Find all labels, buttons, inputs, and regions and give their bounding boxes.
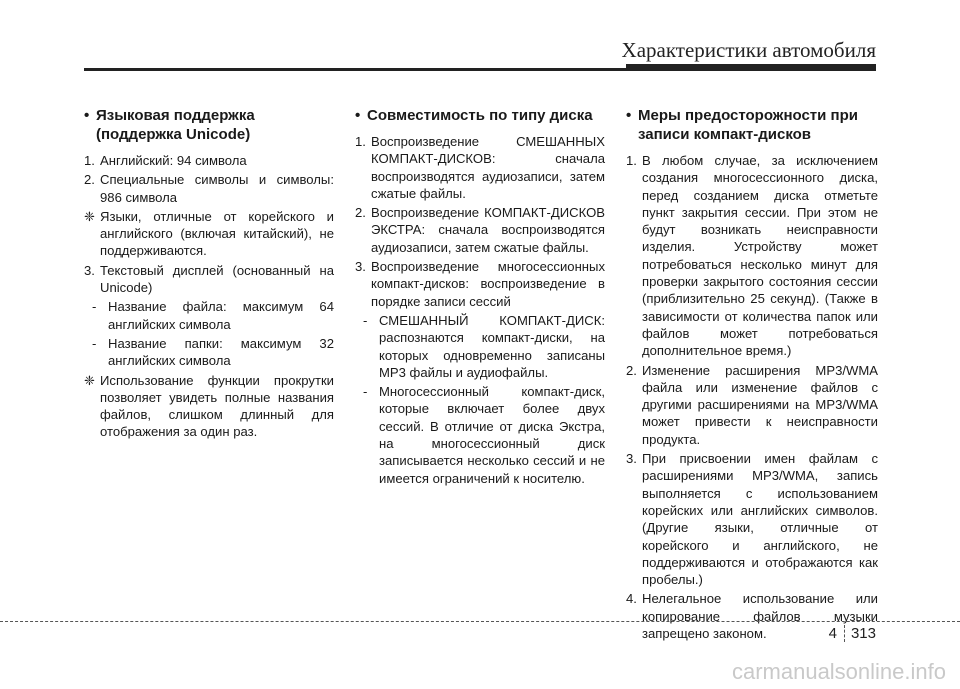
item-marker: 3. [355,259,366,275]
note-item [84,372,334,441]
item-marker: 2. [626,362,637,378]
item-text: В любом случае, за исключением создания многосессионного диска, перед созданием диска отметьте пункт закрытия сессии. При этом не будут возникать неисправности изделия. Устройству может потребоваться несколько минут для проверки закрытого состояния сессии (приблизительно 25 секунд). (Также в зависимости от количества папок или файлов может потребоваться дополнительное время.) [642,153,878,359]
item-text: Специальные символы и символы: 986 символа [100,172,334,205]
dash-marker: - [92,335,97,351]
item-marker: 3. [626,451,637,467]
note-item [84,208,334,260]
item-text: Воспроизведение СМЕШАННЫХ КОМПАКТ-ДИСКОВ: сначала воспроизводятся аудиозаписи, затем сжатые файлы. [371,134,605,201]
item-marker: 4. [626,591,637,607]
section-heading-disc-compatibility [355,106,605,125]
list-item [626,450,878,588]
item-marker: 2. [84,172,95,188]
item-marker: 1. [626,153,637,168]
footer-dashed-rule [0,621,960,622]
list-item [355,204,605,256]
chapter-number: 4 [829,625,845,642]
note-text: Использование функции прокрутки позволяет увидеть полные названия файлов, слишком длинный для отображения за один раз. [100,372,334,440]
column-language-support [84,106,334,443]
item-text: Воспроизведение КОМПАКТ-ДИСКОВ ЭКСТРА: сначала воспроизводятся аудиозаписи, затем сжатые файлы. [371,205,605,255]
list-item [626,362,878,448]
page-header-title: Характеристики автомобиля [621,38,876,62]
dash-marker: - [92,299,97,315]
item-marker: 2. [355,205,366,221]
note-text: Языки, отличные от корейского и английского (включая китайский), не поддерживаются. [100,208,334,259]
watermark: carmanualsonline.info [731,659,946,684]
list-item [355,133,605,202]
sub-item-text: Название папки: максимум 32 английских символа [108,335,334,369]
item-text: Текстовый дисплей (основанный на Unicode) [100,262,334,296]
heading-bullet: • [84,107,90,124]
sub-item [355,312,605,381]
sub-item-text: Многосессионный компакт-диск, которые включает более двух сессий. В отличие от диска Экстра, на многосессионный диск записывается несколько сессий и не имеется ограничений к носителю. [379,384,605,486]
page-number [829,625,876,642]
list-item [355,258,605,310]
heading-line-1: Языковая поддержка [96,107,255,124]
note-icon: ❈ [84,208,95,224]
sub-item-text: Название файла: максимум 64 английских символа [108,299,334,332]
list-item [84,262,334,297]
sub-item [355,383,605,487]
sub-item [84,298,334,333]
item-text: Нелегальное использование или копирование файлов музыки запрещено законом. [642,591,878,642]
heading-line-2: записи компакт-дисков [638,126,812,143]
item-text: Изменение расширения MP3/WMA файла или изменение файлов с другими расширениями на MP3/WMA может привести к неисправности продукта. [642,362,878,447]
heading-line-2: (поддержка Unicode) [96,126,251,143]
item-marker: 1. [355,134,366,149]
list-item [84,152,334,169]
item-text: Воспроизведение многосессионных компакт-дисков: воспроизведение в порядке записи сессий [371,259,605,309]
section-heading-recording-precautions [626,106,878,144]
dash-marker: - [363,384,368,400]
header-rule [84,68,876,71]
list-item [626,152,878,360]
item-text: При присвоении имен файлам с расширениями MP3/WMA, запись выполняется с использованием корейских или английских символов. (Другие языки, отличные от корейского и английского, не поддерживаются и отображаются как пробелы.) [642,451,878,588]
item-text: Английский: 94 символа [100,153,247,168]
heading-line-1: Совместимость по типу диска [367,107,593,124]
item-marker: 1. [84,153,95,168]
dash-marker: - [363,312,368,328]
heading-bullet: • [626,107,632,124]
sub-item-text: СМЕШАННЫЙ КОМПАКТ-ДИСК: распознаются компакт-диски, на которых одновременно записаны MP3 файлы и аудиофайлы. [379,312,605,380]
column-disc-compatibility [355,106,605,489]
page-number-value: 313 [850,625,876,642]
list-item [84,171,334,206]
heading-bullet: • [355,107,361,124]
sub-item [84,335,334,370]
heading-line-1: Меры предосторожности при [638,107,858,124]
item-marker: 3. [84,262,95,278]
section-heading-language-support [84,106,334,144]
note-icon: ❈ [84,372,95,388]
column-recording-precautions [626,106,878,644]
